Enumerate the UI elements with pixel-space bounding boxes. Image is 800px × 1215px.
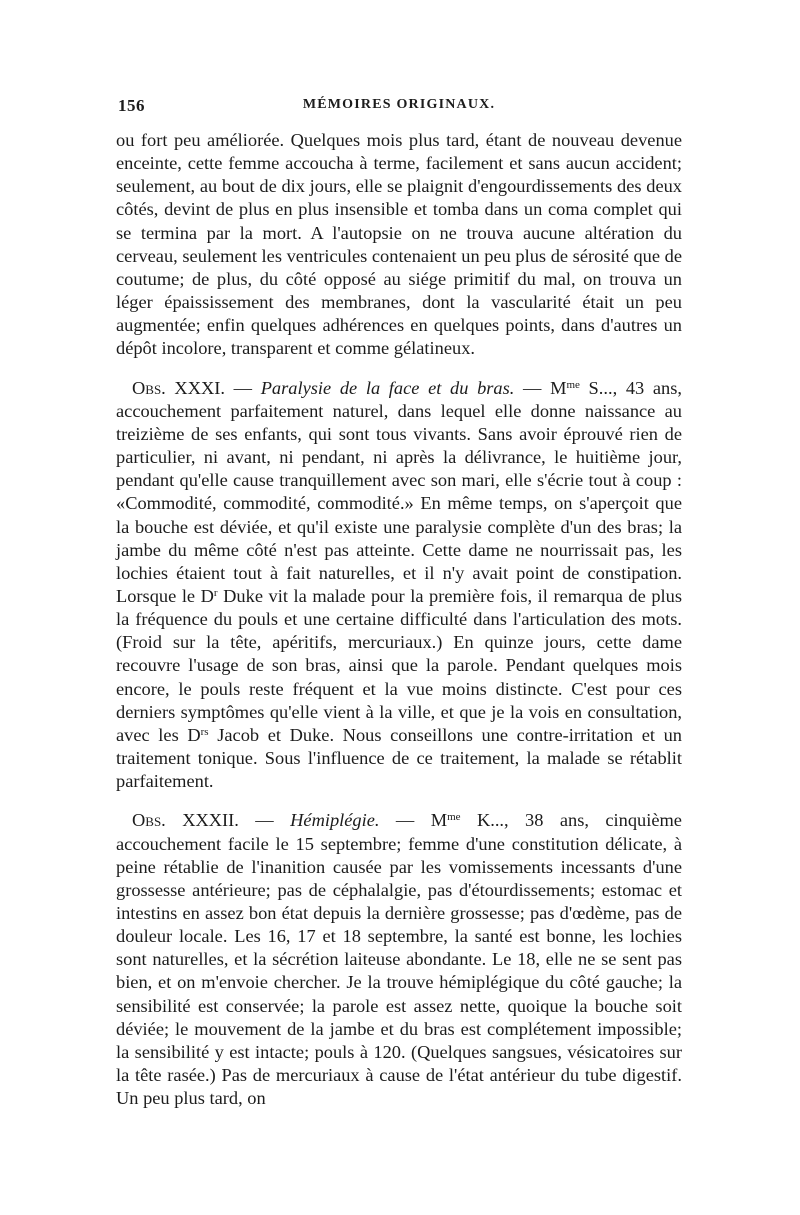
observation-title: Paralysie de la face et du bras.	[260, 377, 515, 398]
page-header	[116, 96, 682, 126]
observation-text-a: S..., 43 ans, accouchement parfaitement naturel, dans lequel elle donne naissance au treizième de ses enfants, qui sont tous vivants. Sans avoir éprouvé rien de particulier, ni avant, ni pendant, ni après la délivrance, le huitième jour, pendant qu'elle cause tranquillement avec son mari, elle s'écrie tout à coup : «Commodité, commodité, commodité.» En même temps, on s'aperçoit que la bouche est déviée, et qu'il existe une paralysie complète d'un des bras; la jambe du même côté n'est pas atteinte. Cette dame ne nourrissait pas, les lochies étaient tout à fait naturelles, et il n'y avait point de constipation. Lorsque le D	[116, 377, 682, 606]
dash-madame: — M	[379, 810, 448, 831]
observation-xxxi	[116, 377, 682, 794]
observation-label: Obs. XXXII.	[132, 810, 239, 831]
superscript: me	[447, 811, 461, 824]
observation-xxxii	[116, 809, 682, 1110]
superscript: rs	[200, 725, 209, 738]
observation-label: Obs. XXXI.	[132, 377, 225, 398]
dash-madame: — M	[514, 377, 567, 398]
book-page	[116, 96, 682, 1110]
body-text	[116, 129, 682, 1110]
observation-title: Hémiplégie.	[290, 810, 380, 831]
observation-text-a: K..., 38 ans, cinquième accouchement facile le 15 septembre; femme d'une constitution délicate, à peine rétablie de l'inanition causée par les vomissements incessants d'une grossesse antérieure; pas de céphalalgie, pas d'étourdissements; estomac et intestins en assez bon état depuis la dernière grossesse; pas d'œdème, pas de douleur locale. Les 16, 17 et 18 septembre, la santé est bonne, les lochies sont naturelles, et la sécrétion laiteuse abondante. Le 18, elle ne se sent pas bien, et on m'envoie chercher. Je la trouve hémiplégique du côté gauche; la sensibilité est conservée; la parole est assez nette, quoique la bouche soit déviée; le mouvement de la jambe et du bras est complétement impossible; la sensibilité y est intacte; pouls à 120. (Quelques sangsues, vésicatoires sur la tête rasée.) Pas de mercuriaux à cause de l'état antérieur du tube digestif. Un peu plus tard, on	[116, 810, 682, 1109]
observation-text-b: Duke vit la malade pour la première fois, il remarqua de plus la fréquence du pouls et une certaine difficulté dans l'articulation des mots. (Froid sur la tête, apéritifs, mercuriaux.) En quinze jours, cette dame recouvre l'usage de son bras, ainsi que la parole. Pendant quelques mois encore, le pouls reste fréquent et la vue moins distincte. C'est pour ces derniers symptômes qu'elle vient à la ville, et que je la vois en consultation, avec les D	[116, 585, 682, 745]
paragraph-continued: ou fort peu améliorée. Quelques mois plus tard, étant de nouveau devenue enceinte, cette femme accoucha à terme, facilement et sans aucun accident; seulement, au bout de dix jours, elle se plaignit d'engourdissements des deux côtés, devint de plus en plus insensible et tomba dans un coma complet qui se termina par la mort. A l'autopsie on ne trouva aucune altération du cerveau, seulement les ventricules contenaient un peu plus de sérosité que de coutume; de plus, du côté opposé au siége primitif du mal, on trouva un léger épaississement des membranes, dont la vascularité était un peu augmentée; enfin quelques adhérences en quelques points, dans d'autres un dépôt incolore, transparent et comme gélatineux.	[116, 130, 682, 359]
dash: —	[238, 810, 291, 831]
superscript: r	[213, 586, 218, 599]
observation-text-c: Jacob et Duke. Nous conseillons une contre-irritation et un traitement tonique. Sous l'influence de ce traitement, la malade se rétablit parfaitement.	[116, 724, 682, 792]
running-title: MÉMOIRES ORIGINAUX.	[302, 97, 496, 112]
dash: —	[225, 377, 261, 398]
superscript: me	[566, 378, 580, 391]
page-number: 156	[118, 96, 145, 115]
